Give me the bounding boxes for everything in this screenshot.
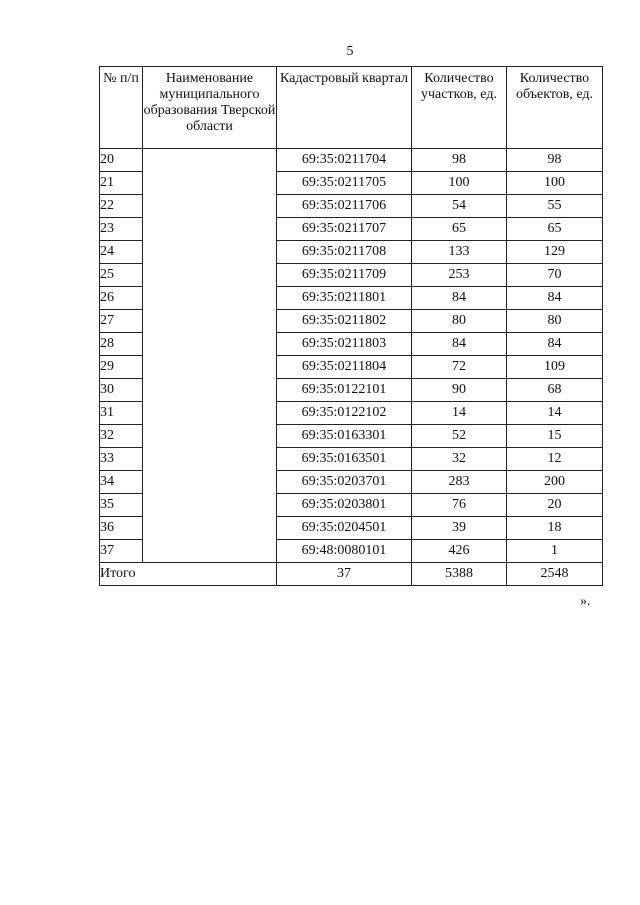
row-plots-count: 90: [412, 379, 507, 402]
row-cadastral-quarter: 69:35:0163501: [277, 448, 412, 471]
row-plots-count: 100: [412, 172, 507, 195]
row-num: 20: [100, 149, 143, 172]
row-cadastral-quarter: 69:35:0211704: [277, 149, 412, 172]
row-cadastral-quarter: 69:35:0203801: [277, 494, 412, 517]
row-num: 29: [100, 356, 143, 379]
row-num: 36: [100, 517, 143, 540]
row-objects-count: 100: [507, 172, 603, 195]
row-objects-count: 20: [507, 494, 603, 517]
row-num: 37: [100, 540, 143, 563]
row-objects-count: 65: [507, 218, 603, 241]
header-cadastral-quarter: Кадастровый квартал: [277, 67, 412, 149]
row-plots-count: 54: [412, 195, 507, 218]
row-num: 21: [100, 172, 143, 195]
row-num: 31: [100, 402, 143, 425]
row-cadastral-quarter: 69:35:0211706: [277, 195, 412, 218]
closing-quote-mark: ».: [580, 594, 591, 609]
row-plots-count: 84: [412, 333, 507, 356]
row-objects-count: 129: [507, 241, 603, 264]
row-plots-count: 98: [412, 149, 507, 172]
row-objects-count: 200: [507, 471, 603, 494]
row-num: 27: [100, 310, 143, 333]
row-num: 26: [100, 287, 143, 310]
row-cadastral-quarter: 69:48:0080101: [277, 540, 412, 563]
row-cadastral-quarter: 69:35:0211705: [277, 172, 412, 195]
row-num: 30: [100, 379, 143, 402]
row-objects-count: 84: [507, 287, 603, 310]
row-num: 25: [100, 264, 143, 287]
row-objects-count: 12: [507, 448, 603, 471]
row-num: 35: [100, 494, 143, 517]
row-cadastral-quarter: 69:35:0211708: [277, 241, 412, 264]
cadastral-quarters-table: [99, 66, 603, 586]
row-plots-count: 80: [412, 310, 507, 333]
row-objects-count: 80: [507, 310, 603, 333]
row-objects-count: 109: [507, 356, 603, 379]
row-cadastral-quarter: 69:35:0211803: [277, 333, 412, 356]
total-cadastral-count: 37: [277, 563, 412, 586]
row-num: 33: [100, 448, 143, 471]
row-objects-count: 70: [507, 264, 603, 287]
row-plots-count: 72: [412, 356, 507, 379]
row-cadastral-quarter: 69:35:0211707: [277, 218, 412, 241]
total-row: [100, 563, 603, 586]
table-header-row: [100, 67, 603, 149]
row-plots-count: 133: [412, 241, 507, 264]
total-objects: 2548: [507, 563, 603, 586]
row-plots-count: 76: [412, 494, 507, 517]
row-cadastral-quarter: 69:35:0203701: [277, 471, 412, 494]
row-plots-count: 65: [412, 218, 507, 241]
row-objects-count: 55: [507, 195, 603, 218]
row-objects-count: 68: [507, 379, 603, 402]
row-objects-count: 84: [507, 333, 603, 356]
row-objects-count: 15: [507, 425, 603, 448]
table-body: [100, 149, 603, 563]
row-plots-count: 32: [412, 448, 507, 471]
header-municipality: Наименование муниципального образования Тверской области: [143, 67, 277, 149]
municipality-cell: [143, 149, 277, 563]
row-plots-count: 52: [412, 425, 507, 448]
row-objects-count: 1: [507, 540, 603, 563]
total-label: Итого: [100, 563, 277, 586]
row-plots-count: 253: [412, 264, 507, 287]
row-objects-count: 14: [507, 402, 603, 425]
row-num: 34: [100, 471, 143, 494]
row-plots-count: 14: [412, 402, 507, 425]
row-cadastral-quarter: 69:35:0122102: [277, 402, 412, 425]
table-row: [100, 149, 603, 172]
row-plots-count: 39: [412, 517, 507, 540]
total-plots: 5388: [412, 563, 507, 586]
row-objects-count: 18: [507, 517, 603, 540]
header-num: № п/п: [100, 67, 143, 149]
row-cadastral-quarter: 69:35:0211802: [277, 310, 412, 333]
row-num: 23: [100, 218, 143, 241]
row-plots-count: 426: [412, 540, 507, 563]
row-cadastral-quarter: 69:35:0211804: [277, 356, 412, 379]
row-cadastral-quarter: 69:35:0211801: [277, 287, 412, 310]
row-num: 22: [100, 195, 143, 218]
page-number: 5: [346, 44, 354, 59]
row-num: 28: [100, 333, 143, 356]
row-objects-count: 98: [507, 149, 603, 172]
row-plots-count: 283: [412, 471, 507, 494]
row-cadastral-quarter: 69:35:0122101: [277, 379, 412, 402]
row-plots-count: 84: [412, 287, 507, 310]
row-num: 24: [100, 241, 143, 264]
row-cadastral-quarter: 69:35:0163301: [277, 425, 412, 448]
header-plots-count: Количество участков, ед.: [412, 67, 507, 149]
row-num: 32: [100, 425, 143, 448]
header-objects-count: Количество объектов, ед.: [507, 67, 603, 149]
row-cadastral-quarter: 69:35:0211709: [277, 264, 412, 287]
row-cadastral-quarter: 69:35:0204501: [277, 517, 412, 540]
